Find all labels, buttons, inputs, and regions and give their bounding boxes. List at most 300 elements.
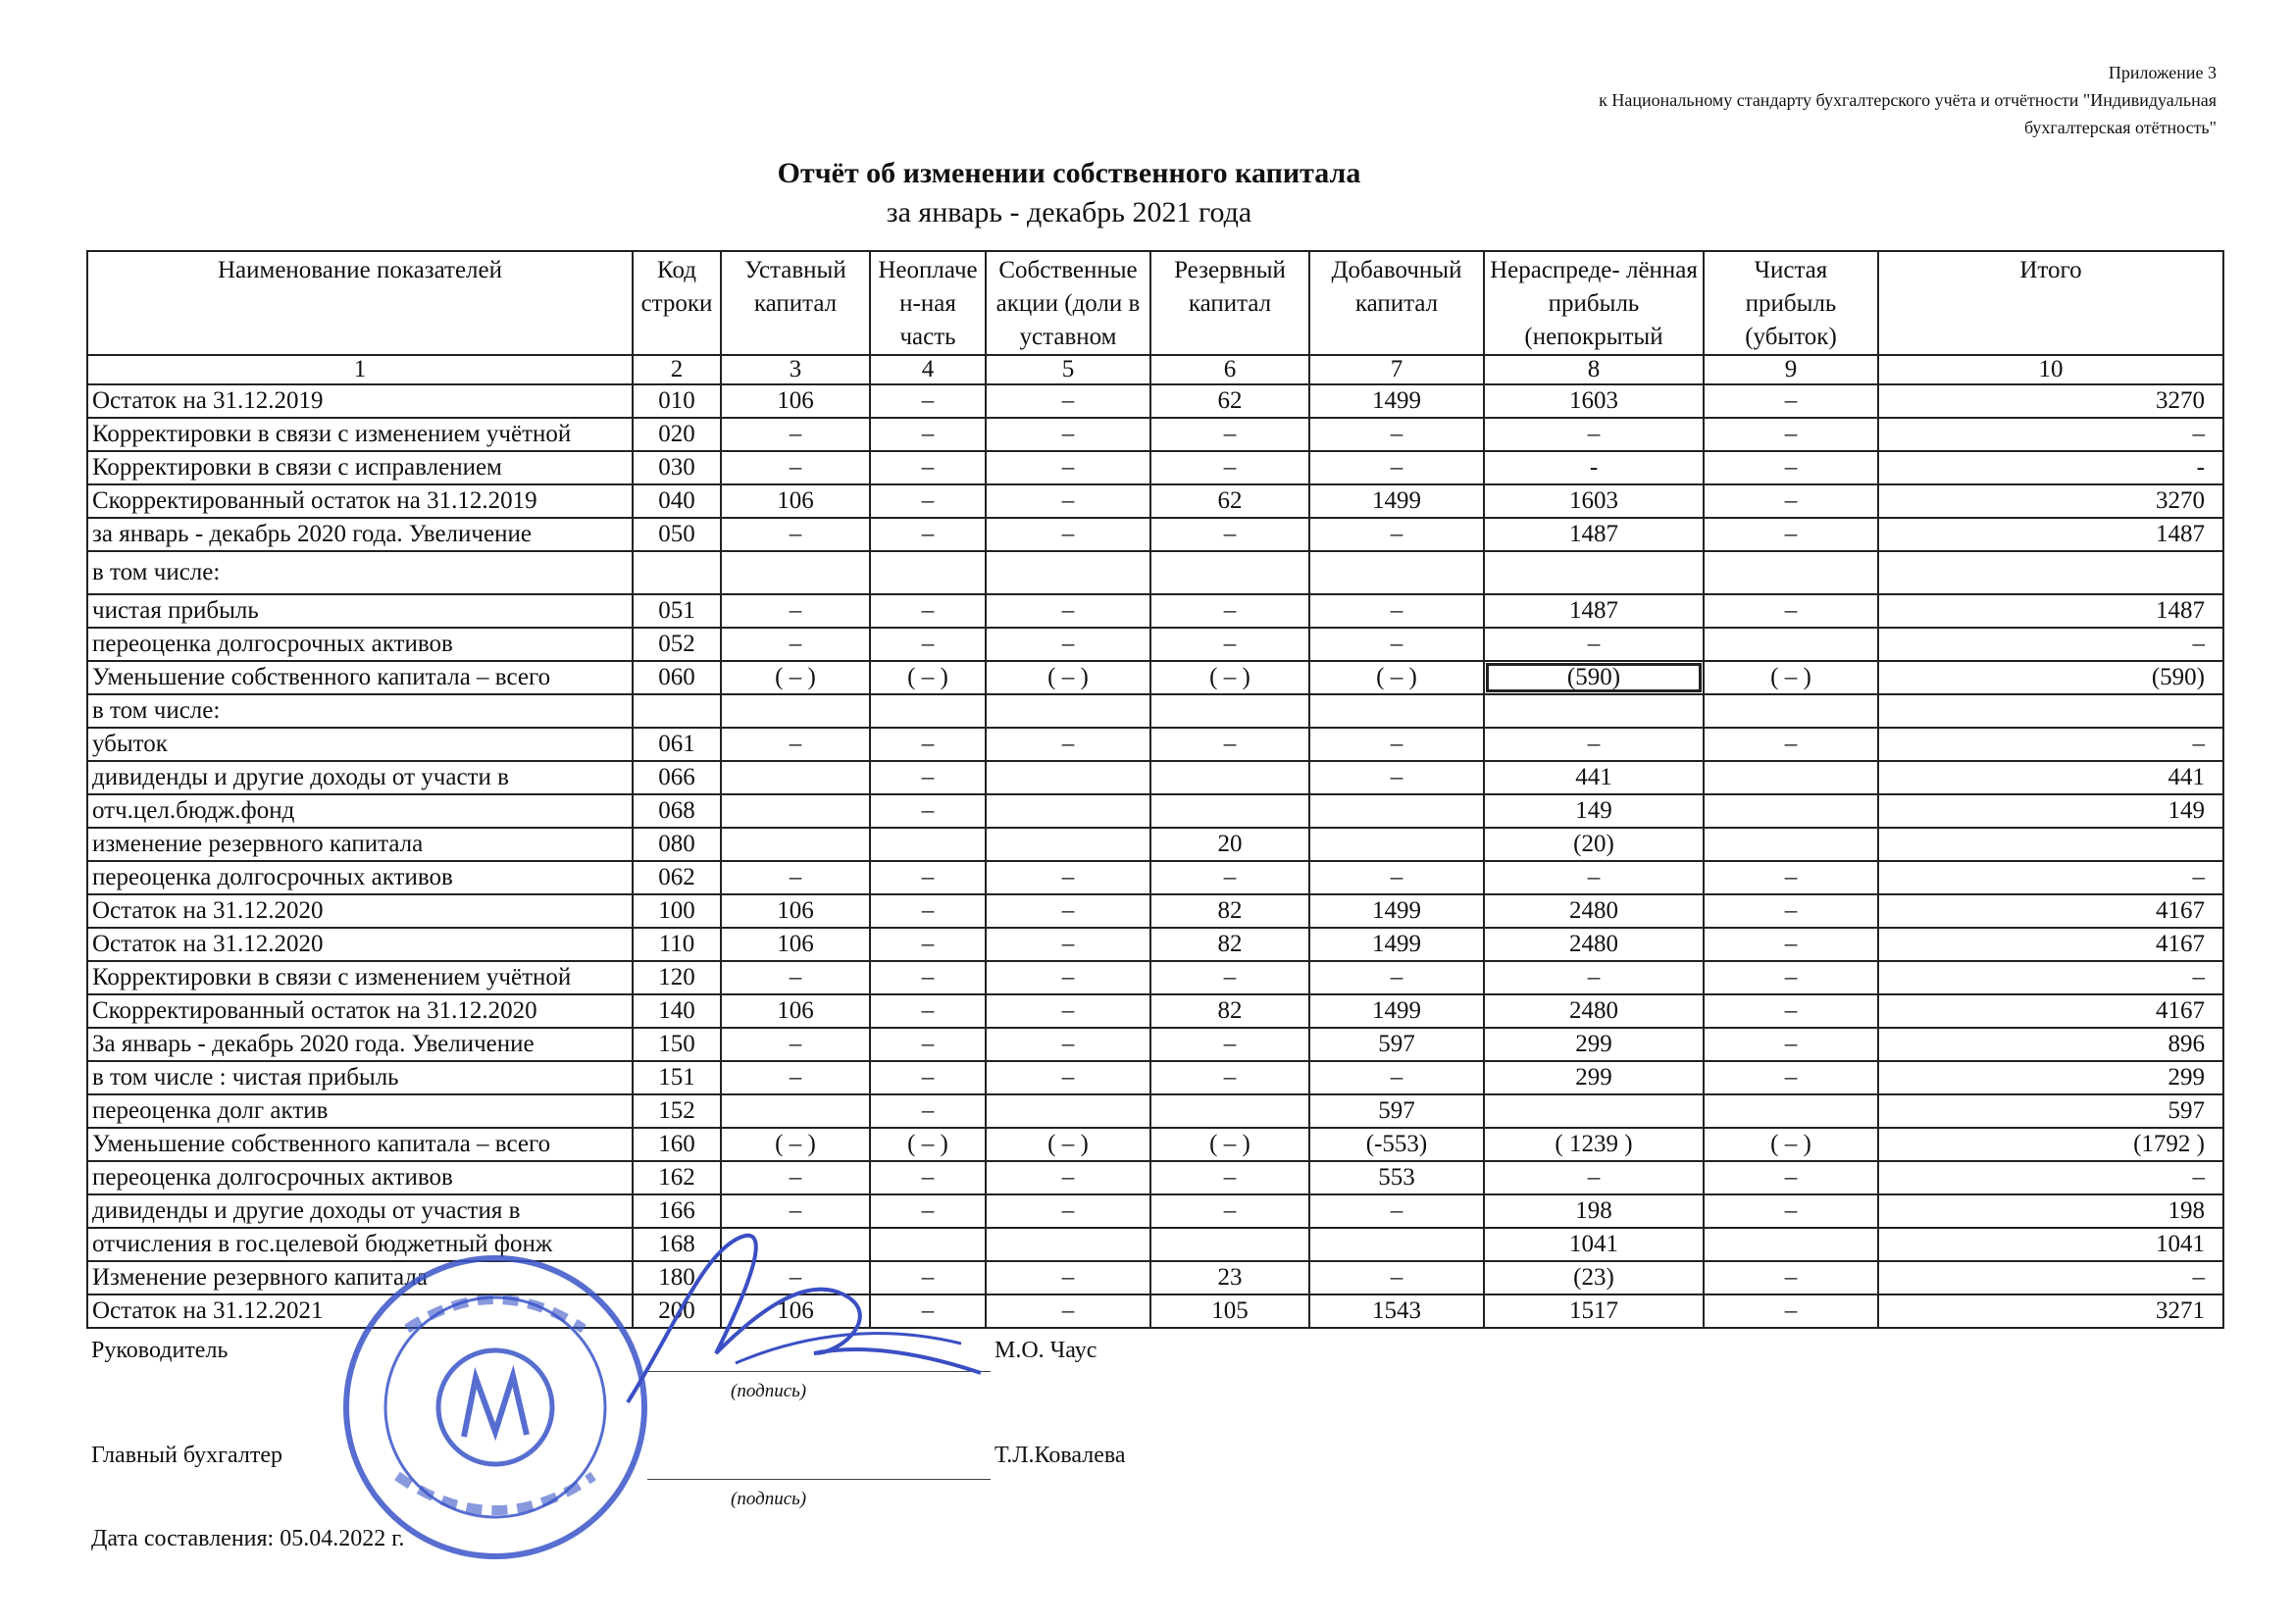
row-value: ( – ) bbox=[1704, 1128, 1878, 1161]
row-value: – bbox=[870, 1261, 986, 1294]
row-name: Остаток на 31.12.2019 bbox=[87, 384, 633, 418]
row-value: – bbox=[1704, 1294, 1878, 1328]
row-value: 3270 bbox=[1878, 484, 2223, 518]
row-value: – bbox=[986, 961, 1150, 994]
row-code: 140 bbox=[633, 994, 721, 1028]
row-value: – bbox=[986, 1294, 1150, 1328]
row-value: – bbox=[1309, 1194, 1484, 1228]
row-value: 597 bbox=[1309, 1094, 1484, 1128]
chief-accountant-label: Главный бухгалтер bbox=[91, 1443, 282, 1468]
row-value: 1487 bbox=[1484, 594, 1704, 628]
row-value: – bbox=[721, 861, 870, 894]
row-name: Остаток на 31.12.2020 bbox=[87, 928, 633, 961]
row-value: – bbox=[1878, 728, 2223, 761]
row-value: 1603 bbox=[1484, 484, 1704, 518]
row-value: - bbox=[1484, 451, 1704, 484]
row-value: – bbox=[986, 518, 1150, 551]
row-value: – bbox=[1484, 961, 1704, 994]
row-value: – bbox=[870, 894, 986, 928]
row-value: 20 bbox=[1150, 828, 1309, 861]
row-value: – bbox=[1150, 418, 1309, 451]
row-value: – bbox=[1150, 861, 1309, 894]
table-row bbox=[87, 1194, 2223, 1228]
row-value: – bbox=[870, 961, 986, 994]
column-header: Наименование показателей bbox=[87, 251, 633, 355]
row-code: 100 bbox=[633, 894, 721, 928]
compilation-date: Дата составления: 05.04.2022 г. bbox=[91, 1526, 405, 1551]
row-value: – bbox=[721, 1194, 870, 1228]
row-value: – bbox=[721, 518, 870, 551]
row-value: ( – ) bbox=[721, 661, 870, 694]
row-value: – bbox=[1309, 961, 1484, 994]
row-value bbox=[1704, 628, 1878, 661]
row-value: – bbox=[870, 1061, 986, 1094]
row-value bbox=[721, 1094, 870, 1128]
row-value: (1792 ) bbox=[1878, 1128, 2223, 1161]
row-value bbox=[721, 761, 870, 794]
row-value: – bbox=[870, 928, 986, 961]
row-value: ( – ) bbox=[986, 1128, 1150, 1161]
row-value: (590) bbox=[1484, 661, 1704, 694]
row-value: 1487 bbox=[1878, 594, 2223, 628]
row-value: – bbox=[986, 994, 1150, 1028]
row-value: – bbox=[1704, 1261, 1878, 1294]
row-value bbox=[1484, 551, 1704, 594]
row-value: 82 bbox=[1150, 994, 1309, 1028]
column-number: 6 bbox=[1150, 355, 1309, 384]
row-value: 106 bbox=[721, 894, 870, 928]
row-value: – bbox=[870, 518, 986, 551]
row-value bbox=[1309, 551, 1484, 594]
row-name: переоценка долгосрочных активов bbox=[87, 861, 633, 894]
appendix-line-1: Приложение 3 bbox=[2108, 63, 2217, 82]
row-value: – bbox=[1150, 728, 1309, 761]
column-header: Нераспреде- лённая прибыль (непокрытый bbox=[1484, 251, 1704, 355]
row-value: – bbox=[986, 418, 1150, 451]
row-code: 050 bbox=[633, 518, 721, 551]
row-value: 149 bbox=[1484, 794, 1704, 828]
row-value: – bbox=[1309, 1261, 1484, 1294]
row-name: отчисления в гос.целевой бюджетный фонж bbox=[87, 1228, 633, 1261]
row-value: ( – ) bbox=[1309, 661, 1484, 694]
row-value: 198 bbox=[1878, 1194, 2223, 1228]
row-value: – bbox=[1704, 1161, 1878, 1194]
row-value: – bbox=[1878, 1261, 2223, 1294]
row-value bbox=[721, 551, 870, 594]
head-label: Руководитель bbox=[91, 1338, 229, 1363]
column-number: 5 bbox=[986, 355, 1150, 384]
row-code: 151 bbox=[633, 1061, 721, 1094]
row-value: – bbox=[1484, 861, 1704, 894]
row-value: – bbox=[986, 451, 1150, 484]
table-row bbox=[87, 694, 2223, 728]
column-number: 3 bbox=[721, 355, 870, 384]
table-row bbox=[87, 961, 2223, 994]
row-value: 1499 bbox=[1309, 384, 1484, 418]
row-name: Остаток на 31.12.2021 bbox=[87, 1294, 633, 1328]
row-value: – bbox=[870, 594, 986, 628]
row-code: 051 bbox=[633, 594, 721, 628]
row-value: 82 bbox=[1150, 928, 1309, 961]
row-value: – bbox=[870, 451, 986, 484]
row-value: – bbox=[870, 384, 986, 418]
row-value: - bbox=[1878, 451, 2223, 484]
row-name: Изменение резервного капитала bbox=[87, 1261, 633, 1294]
row-value: – bbox=[986, 894, 1150, 928]
row-value bbox=[721, 794, 870, 828]
row-value: 597 bbox=[1878, 1094, 2223, 1128]
row-value bbox=[1704, 1094, 1878, 1128]
row-value: – bbox=[1484, 628, 1704, 661]
row-value bbox=[986, 694, 1150, 728]
row-value: 2480 bbox=[1484, 994, 1704, 1028]
row-value bbox=[1150, 694, 1309, 728]
column-header: Итого bbox=[1878, 251, 2223, 355]
row-value bbox=[1150, 794, 1309, 828]
row-value: – bbox=[1878, 1161, 2223, 1194]
signature-autograph bbox=[588, 1206, 1000, 1422]
row-value bbox=[870, 694, 986, 728]
column-number: 7 bbox=[1309, 355, 1484, 384]
row-value: – bbox=[1150, 518, 1309, 551]
table-row bbox=[87, 551, 2223, 594]
row-value: – bbox=[986, 1261, 1150, 1294]
chief-accountant-name: Т.Л.Ковалева bbox=[994, 1443, 1126, 1468]
row-value: – bbox=[1878, 418, 2223, 451]
row-code: 030 bbox=[633, 451, 721, 484]
row-value: – bbox=[1150, 1194, 1309, 1228]
column-header: Уставный капитал bbox=[721, 251, 870, 355]
row-value: – bbox=[870, 728, 986, 761]
row-value: 441 bbox=[1484, 761, 1704, 794]
row-code: 180 bbox=[633, 1261, 721, 1294]
row-value: – bbox=[986, 1194, 1150, 1228]
table-row bbox=[87, 418, 2223, 451]
row-value: – bbox=[721, 1061, 870, 1094]
row-name: Скорректированный остаток на 31.12.2020 bbox=[87, 994, 633, 1028]
row-value: – bbox=[1484, 1161, 1704, 1194]
row-name: в том числе : чистая прибыль bbox=[87, 1061, 633, 1094]
row-code: 061 bbox=[633, 728, 721, 761]
row-value: – bbox=[1878, 861, 2223, 894]
row-code: 120 bbox=[633, 961, 721, 994]
row-name: дивиденды и другие доходы от участия в bbox=[87, 1194, 633, 1228]
row-name: Корректировки в связи с исправлением bbox=[87, 451, 633, 484]
table-row bbox=[87, 828, 2223, 861]
table-row bbox=[87, 1061, 2223, 1094]
row-name: убыток bbox=[87, 728, 633, 761]
row-value: – bbox=[1484, 728, 1704, 761]
row-name: переоценка долгосрочных активов bbox=[87, 1161, 633, 1194]
row-value: ( – ) bbox=[721, 1128, 870, 1161]
row-value bbox=[986, 551, 1150, 594]
table-row bbox=[87, 928, 2223, 961]
row-value: 1499 bbox=[1309, 484, 1484, 518]
row-code: 200 bbox=[633, 1294, 721, 1328]
row-value: 1487 bbox=[1878, 518, 2223, 551]
table-row bbox=[87, 1161, 2223, 1194]
row-value: 82 bbox=[1150, 894, 1309, 928]
head-signature-hint: (подпись) bbox=[731, 1381, 807, 1401]
table-header-row bbox=[87, 251, 2223, 355]
row-value bbox=[1704, 828, 1878, 861]
row-value: – bbox=[986, 384, 1150, 418]
row-value: – bbox=[1309, 728, 1484, 761]
row-name: Скорректированный остаток на 31.12.2019 bbox=[87, 484, 633, 518]
row-code: 010 bbox=[633, 384, 721, 418]
row-code bbox=[633, 694, 721, 728]
row-code: 152 bbox=[633, 1094, 721, 1128]
row-value: 3270 bbox=[1878, 384, 2223, 418]
row-value bbox=[1704, 761, 1878, 794]
table-row bbox=[87, 484, 2223, 518]
row-value: 23 bbox=[1150, 1261, 1309, 1294]
row-value bbox=[986, 828, 1150, 861]
row-value: – bbox=[870, 1161, 986, 1194]
row-value: 2480 bbox=[1484, 928, 1704, 961]
row-value: – bbox=[1309, 418, 1484, 451]
appendix-line-2: к Национальному стандарту бухгалтерского учёта и отчётности "Индивидуальная bbox=[1599, 90, 2217, 110]
table-row bbox=[87, 451, 2223, 484]
row-value bbox=[870, 828, 986, 861]
row-value: – bbox=[721, 1028, 870, 1061]
row-value: – bbox=[721, 594, 870, 628]
row-value: – bbox=[870, 861, 986, 894]
table-row bbox=[87, 628, 2223, 661]
row-value bbox=[1704, 694, 1878, 728]
row-value: ( – ) bbox=[870, 661, 986, 694]
table-row bbox=[87, 1128, 2223, 1161]
row-value: 106 bbox=[721, 484, 870, 518]
row-value: – bbox=[721, 418, 870, 451]
row-name: За январь - декабрь 2020 года. Увеличение bbox=[87, 1028, 633, 1061]
row-value: – bbox=[870, 1028, 986, 1061]
row-value: 4167 bbox=[1878, 894, 2223, 928]
row-name: в том числе: bbox=[87, 694, 633, 728]
row-value bbox=[1309, 694, 1484, 728]
row-value bbox=[1150, 761, 1309, 794]
row-value: – bbox=[1704, 961, 1878, 994]
chief-accountant-signature-hint: (подпись) bbox=[731, 1489, 807, 1509]
table-row bbox=[87, 761, 2223, 794]
row-code: 040 bbox=[633, 484, 721, 518]
report-period: за январь - декабрь 2021 года bbox=[886, 196, 1252, 228]
row-value: ( – ) bbox=[870, 1128, 986, 1161]
row-value: – bbox=[870, 628, 986, 661]
row-value: 1499 bbox=[1309, 894, 1484, 928]
row-value: 198 bbox=[1484, 1194, 1704, 1228]
row-value: 1041 bbox=[1878, 1228, 2223, 1261]
row-value bbox=[1878, 828, 2223, 861]
row-value: 299 bbox=[1484, 1061, 1704, 1094]
row-code: 110 bbox=[633, 928, 721, 961]
row-value: – bbox=[1309, 518, 1484, 551]
row-code: 062 bbox=[633, 861, 721, 894]
row-value bbox=[870, 551, 986, 594]
row-name: изменение резервного капитала bbox=[87, 828, 633, 861]
row-value bbox=[721, 828, 870, 861]
column-number: 4 bbox=[870, 355, 986, 384]
column-number-row bbox=[87, 355, 2223, 384]
row-value: 1499 bbox=[1309, 994, 1484, 1028]
table-row bbox=[87, 794, 2223, 828]
row-value: 3271 bbox=[1878, 1294, 2223, 1328]
table-row bbox=[87, 1094, 2223, 1128]
row-value: 62 bbox=[1150, 484, 1309, 518]
row-name: Корректировки в связи с изменением учётной bbox=[87, 961, 633, 994]
row-value: – bbox=[721, 728, 870, 761]
head-name: М.О. Чаус bbox=[994, 1338, 1097, 1363]
row-value bbox=[1704, 794, 1878, 828]
row-value: 441 bbox=[1878, 761, 2223, 794]
table-row bbox=[87, 894, 2223, 928]
row-value: – bbox=[1704, 451, 1878, 484]
row-value: 62 bbox=[1150, 384, 1309, 418]
row-value: – bbox=[870, 794, 986, 828]
table-row bbox=[87, 661, 2223, 694]
row-value bbox=[1309, 794, 1484, 828]
table-row bbox=[87, 728, 2223, 761]
column-number: 10 bbox=[1878, 355, 2223, 384]
row-value: 4167 bbox=[1878, 994, 2223, 1028]
row-value: ( 1239 ) bbox=[1484, 1128, 1704, 1161]
row-code: 160 bbox=[633, 1128, 721, 1161]
column-header: Код строки bbox=[633, 251, 721, 355]
row-value: – bbox=[1704, 594, 1878, 628]
row-value: – bbox=[870, 1094, 986, 1128]
row-value: – bbox=[986, 484, 1150, 518]
row-value: 106 bbox=[721, 1294, 870, 1328]
row-value bbox=[1309, 1228, 1484, 1261]
row-value bbox=[1150, 1228, 1309, 1261]
row-value: – bbox=[986, 1161, 1150, 1194]
row-value: – bbox=[1150, 961, 1309, 994]
row-value bbox=[986, 1228, 1150, 1261]
row-value: – bbox=[721, 628, 870, 661]
row-value: – bbox=[1878, 628, 2223, 661]
column-number: 2 bbox=[633, 355, 721, 384]
row-value: – bbox=[986, 594, 1150, 628]
row-value: – bbox=[1704, 1061, 1878, 1094]
row-value: – bbox=[870, 418, 986, 451]
row-value: – bbox=[1150, 1028, 1309, 1061]
row-value: – bbox=[1704, 384, 1878, 418]
row-value bbox=[986, 1094, 1150, 1128]
row-code: 060 bbox=[633, 661, 721, 694]
row-value: (23) bbox=[1484, 1261, 1704, 1294]
row-value: – bbox=[986, 861, 1150, 894]
row-value bbox=[1878, 551, 2223, 594]
row-value: 299 bbox=[1484, 1028, 1704, 1061]
row-value bbox=[1704, 551, 1878, 594]
row-name: за январь - декабрь 2020 года. Увеличение bbox=[87, 518, 633, 551]
row-value: ( – ) bbox=[986, 661, 1150, 694]
row-value: – bbox=[986, 728, 1150, 761]
row-value: 896 bbox=[1878, 1028, 2223, 1061]
row-value: 1041 bbox=[1484, 1228, 1704, 1261]
row-value: ( – ) bbox=[1150, 1128, 1309, 1161]
row-value: ( – ) bbox=[1150, 661, 1309, 694]
row-value bbox=[1150, 1094, 1309, 1128]
row-code: 162 bbox=[633, 1161, 721, 1194]
row-name: дивиденды и другие доходы от участи в bbox=[87, 761, 633, 794]
row-value: 105 bbox=[1150, 1294, 1309, 1328]
row-code: 052 bbox=[633, 628, 721, 661]
row-value: 4167 bbox=[1878, 928, 2223, 961]
table-row bbox=[87, 861, 2223, 894]
row-value: – bbox=[870, 1194, 986, 1228]
row-value: 1603 bbox=[1484, 384, 1704, 418]
row-name: в том числе: bbox=[87, 551, 633, 594]
appendix-note bbox=[1334, 59, 2217, 141]
row-value: – bbox=[870, 484, 986, 518]
table-row bbox=[87, 594, 2223, 628]
row-value: – bbox=[1150, 1161, 1309, 1194]
table-row bbox=[87, 518, 2223, 551]
row-value: – bbox=[1150, 1061, 1309, 1094]
row-value bbox=[1484, 1094, 1704, 1128]
row-name: отч.цел.бюдж.фонд bbox=[87, 794, 633, 828]
row-name: переоценка долг актив bbox=[87, 1094, 633, 1128]
appendix-line-3: бухгалтерская отётность" bbox=[2023, 118, 2217, 137]
row-value bbox=[1309, 828, 1484, 861]
row-value: 2480 bbox=[1484, 894, 1704, 928]
row-value: – bbox=[1878, 961, 2223, 994]
row-value: 106 bbox=[721, 384, 870, 418]
row-value: – bbox=[1704, 484, 1878, 518]
row-value: – bbox=[1704, 1194, 1878, 1228]
row-value: 1487 bbox=[1484, 518, 1704, 551]
row-name: Корректировки в связи с изменением учётной bbox=[87, 418, 633, 451]
row-value: – bbox=[1704, 894, 1878, 928]
row-value bbox=[1150, 551, 1309, 594]
row-name: Остаток на 31.12.2020 bbox=[87, 894, 633, 928]
row-value: – bbox=[1484, 418, 1704, 451]
column-number: 9 bbox=[1704, 355, 1878, 384]
row-value: – bbox=[1309, 451, 1484, 484]
row-value bbox=[1704, 1228, 1878, 1261]
row-value: – bbox=[870, 761, 986, 794]
row-value: – bbox=[1150, 594, 1309, 628]
row-value: 299 bbox=[1878, 1061, 2223, 1094]
column-header: Добавочный капитал bbox=[1309, 251, 1484, 355]
row-value: 597 bbox=[1309, 1028, 1484, 1061]
row-code: 068 bbox=[633, 794, 721, 828]
table-row bbox=[87, 994, 2223, 1028]
row-value: (590) bbox=[1878, 661, 2223, 694]
row-name: Уменьшение собственного капитала – всего bbox=[87, 661, 633, 694]
row-value: – bbox=[1704, 518, 1878, 551]
row-value: – bbox=[1309, 594, 1484, 628]
row-value bbox=[1484, 694, 1704, 728]
row-value: – bbox=[721, 1261, 870, 1294]
row-value: – bbox=[1704, 1028, 1878, 1061]
row-value: – bbox=[1309, 628, 1484, 661]
row-value: 553 bbox=[1309, 1161, 1484, 1194]
row-value: – bbox=[986, 928, 1150, 961]
column-number: 1 bbox=[87, 355, 633, 384]
column-header: Неоплаче н-ная часть bbox=[870, 251, 986, 355]
row-value: – bbox=[1704, 994, 1878, 1028]
row-value: – bbox=[1704, 928, 1878, 961]
column-number: 8 bbox=[1484, 355, 1704, 384]
row-value: – bbox=[986, 1028, 1150, 1061]
row-value: (-553) bbox=[1309, 1128, 1484, 1161]
row-value: – bbox=[1309, 1061, 1484, 1094]
row-value bbox=[986, 794, 1150, 828]
row-name: Уменьшение собственного капитала – всего bbox=[87, 1128, 633, 1161]
row-value: – bbox=[1150, 628, 1309, 661]
